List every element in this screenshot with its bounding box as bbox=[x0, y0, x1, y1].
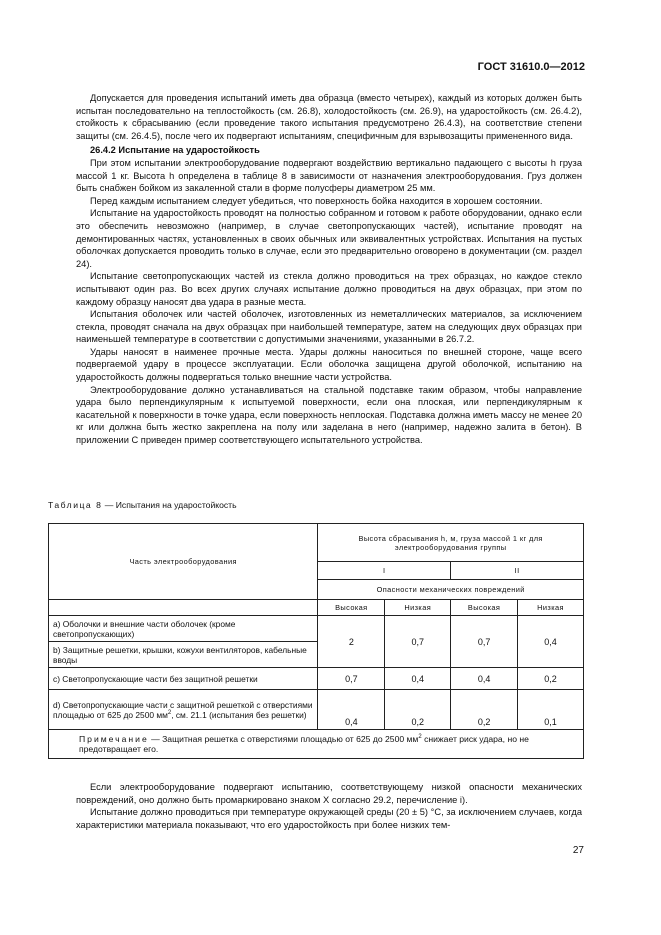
impact-test-table bbox=[48, 523, 584, 759]
table-caption bbox=[48, 500, 237, 510]
text-after-table bbox=[76, 781, 582, 831]
value-cell: 0,4 bbox=[451, 668, 518, 690]
paragraph: При этом испытании электрооборудование подвергают воздействию вертикально падающего с высоты h груза массой 1 кг. Высота h определена в таблице 8 в зависимости от назначения электрооборудования. Груз должен быть снабжен бойком из закаленной стали в форме полусферы диаметром 25 мм. bbox=[76, 157, 582, 194]
row-label-b: b) Защитные решетки, крышки, кожухи вентиляторов, кабельные вводы bbox=[49, 642, 318, 668]
value-cell: 0,7 bbox=[385, 616, 451, 668]
value-cell: 0,2 bbox=[451, 690, 518, 730]
row-label-c: с) Светопропускающие части без защитной решетки bbox=[49, 668, 318, 690]
note-text-end: снижает риск удара, но не предотвращает его. bbox=[79, 734, 529, 754]
note-text: — Защитная решетка с отверстиями площадью от 625 до 2500 мм bbox=[148, 734, 419, 744]
paragraph: Допускается для проведения испытаний иметь два образца (вместо четырех), каждый из которых должен быть испытан последовательно на теплостойкость (см. 26.8), холодостойкость (см. 26.9), на ударостойкость (см. 26.4.2), стойкость к сбрасыванию (если проведение такого испытания предусмотрено 26.4.3), на соответствие степени защиты (см. 26.4.5), после чего их подвергают испытаниям, специфичным для взрывозащиты примененного вида. bbox=[76, 93, 582, 141]
paragraph: Удары наносят в наименее прочные места. Удары должны наноситься по внешней стороне, чаще всего подвергаемой удару в процессе эксплуатации. Если оболочка защищена другой оболочкой, испытанию на ударостойкость должны подвергаться только внешние части устройства. bbox=[76, 346, 582, 383]
value-cell: 0,7 bbox=[451, 616, 518, 668]
table-caption-label: Таблица 8 bbox=[48, 500, 103, 510]
table-caption-text: — Испытания на ударостойкость bbox=[102, 500, 237, 510]
row-label-d-sup: 2 bbox=[167, 709, 172, 716]
low-header: Низкая bbox=[385, 600, 451, 616]
value-cell: 0,1 bbox=[518, 690, 584, 730]
high-header: Высокая bbox=[318, 600, 385, 616]
danger-header: Опасности механических повреждений bbox=[318, 580, 584, 600]
paragraph: Испытание на ударостойкость проводят на полностью собранном и готовом к работе оборудовании, однако если это обеспечить невозможно (например, в случае светопропускающих частей), испытание проводят на демонтированных частях, установленных в своих обычных или эквивалентных устройствах. Испытания на пустых оболочках допускается проводить только в случае, если это предварительно оговорено в документации (см. раздел 24). bbox=[76, 208, 582, 269]
standard-header: ГОСТ 31610.0—2012 bbox=[477, 61, 585, 73]
value-cell: 0,2 bbox=[518, 668, 584, 690]
row-label-d-text-end: , см. 21.1 (испытания без решетки) bbox=[171, 709, 307, 720]
col-header-part: Часть электрооборудования bbox=[49, 524, 318, 600]
row-label-d-text: d) Светопропускающие части с защитной решеткой с отверстиями площадью от 625 до 2500 мм bbox=[53, 699, 313, 720]
paragraph: Электрооборудование должно устанавливаться на стальной подставке таким образом, чтобы направление удара было перпендикулярным к испытуемой поверхности, если она плоская, или перпендикулярным к касательной к поверхности в точке удара, если поверхность неплоская. Подставка должна иметь массу не менее 20 кг или должна быть жестко закреплена на полу или заделана в него (например, надежно залита в бетон). В приложении С приведен пример соответствующего испытательного устройства. bbox=[76, 384, 582, 446]
value-cell: 0,4 bbox=[318, 690, 385, 730]
paragraph: Перед каждым испытанием следует убедиться, что поверхность бойка находится в хорошем состоянии. bbox=[90, 195, 543, 206]
group-1-header: I bbox=[318, 562, 451, 580]
value-cell: 0,7 bbox=[318, 668, 385, 690]
note-label: Примечание bbox=[79, 734, 149, 744]
page-number: 27 bbox=[572, 845, 584, 856]
row-label-d bbox=[49, 690, 318, 730]
value-cell: 0,4 bbox=[518, 616, 584, 668]
paragraph: Если электрооборудование подвергают испытанию, соответствующему низкой опасности механических повреждений, оно должно быть промаркировано знаком X согласно 29.2, перечисление i). bbox=[76, 782, 582, 805]
paragraph: Испытание светопропускающих частей из стекла должно проводиться на трех образцах, но каждое стекло испытывают один раз. Во всех других случаях испытание должно проводиться на двух образцах, при этом по каждому образцу наносят два удара в разные места. bbox=[76, 271, 582, 307]
note-sup: 2 bbox=[418, 734, 422, 741]
col-header-height: Высота сбрасывания h, м, груза массой 1 кг для электрооборудования группы bbox=[318, 524, 584, 562]
value-cell: 0,2 bbox=[385, 690, 451, 730]
section-heading: 26.4.2 Испытание на ударостойкость bbox=[90, 145, 260, 156]
empty-cell bbox=[49, 600, 318, 616]
value-cell: 0,4 bbox=[385, 668, 451, 690]
table-note bbox=[49, 730, 584, 759]
value-cell: 2 bbox=[318, 616, 385, 668]
row-label-a: а) Оболочки и внешние части оболочек (кроме светопропускающих) bbox=[49, 616, 318, 642]
paragraph: Испытания оболочек или частей оболочек, изготовленных из неметаллических материалов, за исключением стекла, проводят сначала на двух образцах при наибольшей температуре, затем на следующих двух образцах при наименьшей температуре в соответствии с допустимыми значениями, указанными в 26.7.2. bbox=[76, 309, 582, 345]
paragraph: Испытание должно проводиться при температуре окружающей среды (20 ± 5) °С, за исключением случаев, когда характеристики материала показывают, что его ударостойкость при более низких тем- bbox=[76, 807, 582, 830]
high-header: Высокая bbox=[451, 600, 518, 616]
group-2-header: II bbox=[451, 562, 584, 580]
main-text bbox=[76, 92, 582, 447]
low-header: Низкая bbox=[518, 600, 584, 616]
